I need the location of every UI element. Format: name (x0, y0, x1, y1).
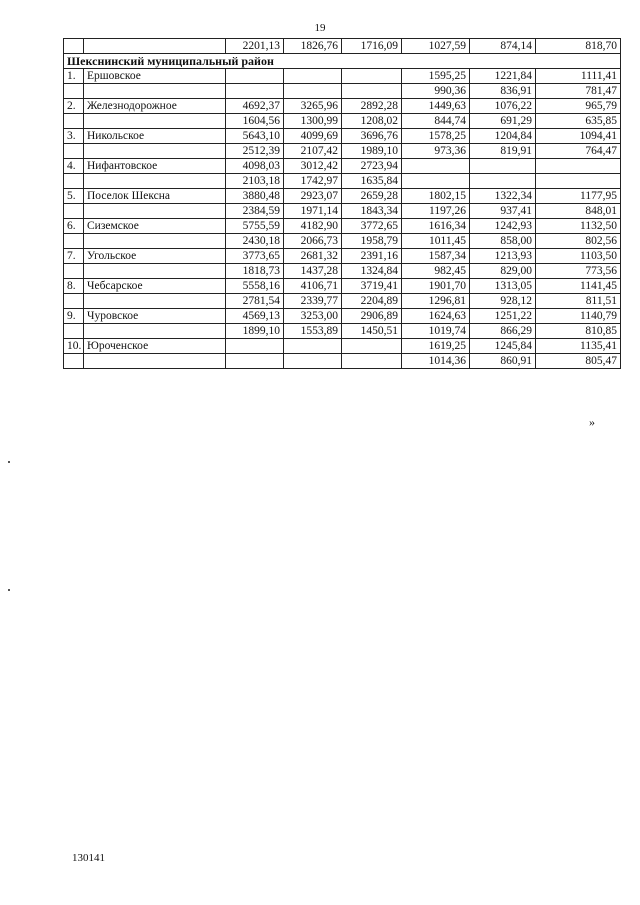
settlement-name: Ершовское (84, 69, 226, 84)
row-number (64, 84, 84, 99)
value-cell: 1818,73 (226, 264, 284, 279)
value-cell (536, 159, 621, 174)
settlement-name: Никольское (84, 129, 226, 144)
settlement-name: Чуровское (84, 309, 226, 324)
table-row (64, 69, 621, 84)
value-cell: 1197,26 (402, 204, 470, 219)
row-number (64, 294, 84, 309)
value-cell: 4182,90 (284, 219, 342, 234)
value-cell: 781,47 (536, 84, 621, 99)
value-cell: 2066,73 (284, 234, 342, 249)
value-cell: 990,36 (402, 84, 470, 99)
value-cell (470, 159, 536, 174)
row-number: 4. (64, 159, 84, 174)
value-cell: 2906,89 (342, 309, 402, 324)
value-cell: 1245,84 (470, 339, 536, 354)
value-cell (342, 354, 402, 369)
settlement-name (84, 114, 226, 129)
value-cell: 2659,28 (342, 189, 402, 204)
value-cell: 2339,77 (284, 294, 342, 309)
value-cell: 1094,41 (536, 129, 621, 144)
value-cell: 858,00 (470, 234, 536, 249)
row-number (64, 354, 84, 369)
value-cell: 3265,96 (284, 99, 342, 114)
row-number (64, 324, 84, 339)
value-cell: 973,36 (402, 144, 470, 159)
value-cell: 874,14 (470, 39, 536, 54)
value-cell: 2923,07 (284, 189, 342, 204)
row-number: 5. (64, 189, 84, 204)
value-cell (226, 339, 284, 354)
value-cell: 4098,03 (226, 159, 284, 174)
tariff-table (63, 38, 621, 369)
value-cell: 1619,25 (402, 339, 470, 354)
value-cell: 1826,76 (284, 39, 342, 54)
value-cell: 1204,84 (470, 129, 536, 144)
value-cell: 1251,22 (470, 309, 536, 324)
value-cell: 1132,50 (536, 219, 621, 234)
section-row (64, 54, 621, 69)
table-body (64, 39, 621, 369)
row-number: 8. (64, 279, 84, 294)
row-number: 1. (64, 69, 84, 84)
settlement-name: Чебсарское (84, 279, 226, 294)
document-code: 130141 (72, 852, 105, 864)
table-row (64, 339, 621, 354)
value-cell: 1141,45 (536, 279, 621, 294)
value-cell: 1989,10 (342, 144, 402, 159)
value-cell: 5755,59 (226, 219, 284, 234)
value-cell: 2723,94 (342, 159, 402, 174)
value-cell: 860,91 (470, 354, 536, 369)
value-cell: 773,56 (536, 264, 621, 279)
value-cell: 1208,02 (342, 114, 402, 129)
value-cell: 1958,79 (342, 234, 402, 249)
value-cell: 1140,79 (536, 309, 621, 324)
table-row (64, 354, 621, 369)
value-cell: 1595,25 (402, 69, 470, 84)
row-number (64, 114, 84, 129)
value-cell: 1324,84 (342, 264, 402, 279)
value-cell: 1624,63 (402, 309, 470, 324)
value-cell: 2512,39 (226, 144, 284, 159)
table-row (64, 129, 621, 144)
value-cell (470, 174, 536, 189)
value-cell: 982,45 (402, 264, 470, 279)
value-cell: 1221,84 (470, 69, 536, 84)
value-cell (284, 354, 342, 369)
value-cell: 1450,51 (342, 324, 402, 339)
value-cell: 1616,34 (402, 219, 470, 234)
value-cell: 2201,13 (226, 39, 284, 54)
value-cell: 1742,97 (284, 174, 342, 189)
table-row (64, 84, 621, 99)
value-cell: 1313,05 (470, 279, 536, 294)
row-number (64, 144, 84, 159)
settlement-name: Поселок Шексна (84, 189, 226, 204)
value-cell: 1437,28 (284, 264, 342, 279)
value-cell: 691,29 (470, 114, 536, 129)
value-cell: 1011,45 (402, 234, 470, 249)
value-cell (284, 84, 342, 99)
row-number (64, 264, 84, 279)
settlement-name (84, 324, 226, 339)
value-cell: 1242,93 (470, 219, 536, 234)
value-cell: 2781,54 (226, 294, 284, 309)
empty-cell (84, 39, 226, 54)
row-number (64, 234, 84, 249)
table-row (64, 39, 621, 54)
row-number: 9. (64, 309, 84, 324)
table-row (64, 249, 621, 264)
value-cell: 5558,16 (226, 279, 284, 294)
value-cell (536, 174, 621, 189)
value-cell (284, 69, 342, 84)
value-cell: 1213,93 (470, 249, 536, 264)
value-cell: 810,85 (536, 324, 621, 339)
value-cell: 1971,14 (284, 204, 342, 219)
settlement-name: Сиземское (84, 219, 226, 234)
table-row (64, 99, 621, 114)
value-cell: 2681,32 (284, 249, 342, 264)
value-cell: 3012,42 (284, 159, 342, 174)
value-cell: 3696,76 (342, 129, 402, 144)
value-cell: 1177,95 (536, 189, 621, 204)
value-cell: 764,47 (536, 144, 621, 159)
value-cell: 635,85 (536, 114, 621, 129)
value-cell: 3773,65 (226, 249, 284, 264)
value-cell: 3880,48 (226, 189, 284, 204)
value-cell: 1901,70 (402, 279, 470, 294)
settlement-name (84, 144, 226, 159)
settlement-name (84, 264, 226, 279)
page-number: 19 (314, 22, 326, 34)
value-cell: 4569,13 (226, 309, 284, 324)
value-cell: 4099,69 (284, 129, 342, 144)
table-row (64, 264, 621, 279)
value-cell: 1019,74 (402, 324, 470, 339)
settlement-name: Железнодорожное (84, 99, 226, 114)
margin-mark (8, 589, 10, 591)
table-row (64, 309, 621, 324)
settlement-name (84, 234, 226, 249)
settlement-name (84, 354, 226, 369)
value-cell: 4106,71 (284, 279, 342, 294)
value-cell: 1843,34 (342, 204, 402, 219)
table-row (64, 114, 621, 129)
value-cell: 2204,89 (342, 294, 402, 309)
value-cell: 866,29 (470, 324, 536, 339)
value-cell: 836,91 (470, 84, 536, 99)
table-row (64, 279, 621, 294)
value-cell (284, 339, 342, 354)
row-number (64, 174, 84, 189)
table-row (64, 294, 621, 309)
value-cell: 1296,81 (402, 294, 470, 309)
value-cell: 1135,41 (536, 339, 621, 354)
settlement-name (84, 294, 226, 309)
value-cell: 928,12 (470, 294, 536, 309)
value-cell: 1604,56 (226, 114, 284, 129)
value-cell: 1111,41 (536, 69, 621, 84)
settlement-name (84, 204, 226, 219)
value-cell: 805,47 (536, 354, 621, 369)
row-number: 7. (64, 249, 84, 264)
value-cell: 2103,18 (226, 174, 284, 189)
settlement-name: Угольское (84, 249, 226, 264)
settlement-name: Юроченское (84, 339, 226, 354)
value-cell: 1716,09 (342, 39, 402, 54)
value-cell: 1899,10 (226, 324, 284, 339)
row-number: 10. (64, 339, 84, 354)
table-row (64, 324, 621, 339)
value-cell (342, 69, 402, 84)
value-cell: 1635,84 (342, 174, 402, 189)
row-number: 2. (64, 99, 84, 114)
value-cell (226, 354, 284, 369)
value-cell: 3719,41 (342, 279, 402, 294)
value-cell: 811,51 (536, 294, 621, 309)
value-cell (342, 84, 402, 99)
value-cell: 2107,42 (284, 144, 342, 159)
empty-cell (64, 39, 84, 54)
section-title: Шекснинский муниципальный район (64, 54, 621, 69)
value-cell (402, 159, 470, 174)
value-cell: 819,91 (470, 144, 536, 159)
value-cell: 1553,89 (284, 324, 342, 339)
margin-mark (8, 461, 10, 463)
closing-quote: » (589, 415, 595, 429)
settlement-name: Нифантовское (84, 159, 226, 174)
value-cell: 4692,37 (226, 99, 284, 114)
value-cell: 3772,65 (342, 219, 402, 234)
table-row (64, 219, 621, 234)
settlement-name (84, 174, 226, 189)
value-cell: 802,56 (536, 234, 621, 249)
table-row (64, 144, 621, 159)
value-cell: 1014,36 (402, 354, 470, 369)
table-row (64, 174, 621, 189)
value-cell: 1587,34 (402, 249, 470, 264)
value-cell: 1103,50 (536, 249, 621, 264)
value-cell: 1578,25 (402, 129, 470, 144)
table-row (64, 234, 621, 249)
value-cell (226, 84, 284, 99)
row-number: 6. (64, 219, 84, 234)
value-cell: 1027,59 (402, 39, 470, 54)
value-cell (342, 339, 402, 354)
row-number: 3. (64, 129, 84, 144)
value-cell (226, 69, 284, 84)
settlement-name (84, 84, 226, 99)
value-cell: 2391,16 (342, 249, 402, 264)
value-cell: 1449,63 (402, 99, 470, 114)
value-cell: 2384,59 (226, 204, 284, 219)
value-cell (402, 174, 470, 189)
table-row (64, 159, 621, 174)
value-cell: 1802,15 (402, 189, 470, 204)
value-cell: 965,79 (536, 99, 621, 114)
row-number (64, 204, 84, 219)
value-cell: 848,01 (536, 204, 621, 219)
value-cell: 2892,28 (342, 99, 402, 114)
value-cell: 818,70 (536, 39, 621, 54)
value-cell: 937,41 (470, 204, 536, 219)
value-cell: 1322,34 (470, 189, 536, 204)
value-cell: 1300,99 (284, 114, 342, 129)
value-cell: 1076,22 (470, 99, 536, 114)
table-row (64, 189, 621, 204)
value-cell: 3253,00 (284, 309, 342, 324)
value-cell: 829,00 (470, 264, 536, 279)
table-row (64, 204, 621, 219)
value-cell: 5643,10 (226, 129, 284, 144)
value-cell: 2430,18 (226, 234, 284, 249)
value-cell: 844,74 (402, 114, 470, 129)
